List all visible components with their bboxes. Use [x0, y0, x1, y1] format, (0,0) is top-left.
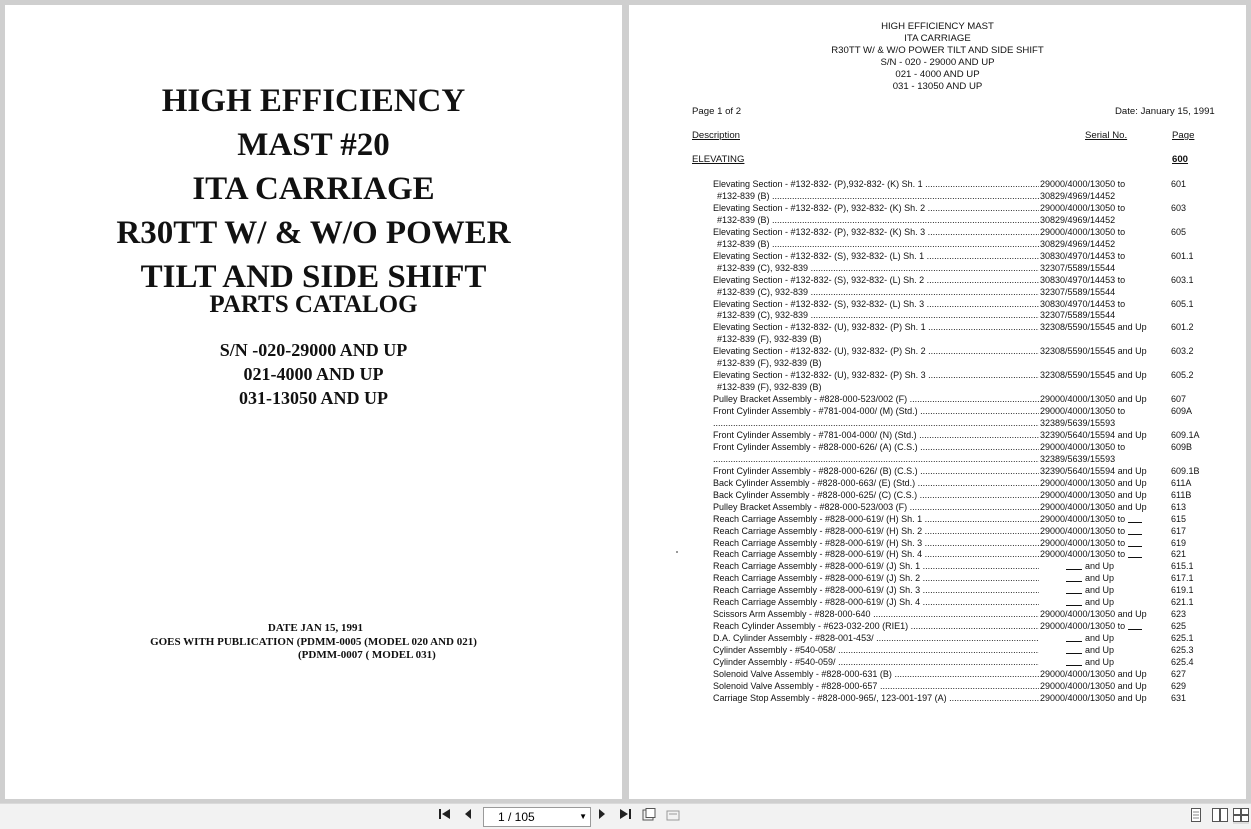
- toc-description: Reach Carriage Assembly - #828-000-619/ (H) Sh. 1 .....: [713, 513, 1039, 525]
- toc-description: #132-839 (F), 932-839 (B): [717, 358, 822, 369]
- toc-row: [713, 596, 1223, 608]
- two-page-view-icon[interactable]: [1211, 808, 1229, 824]
- blank-line: [1128, 525, 1142, 535]
- cover-serial-line: 031-13050 AND UP: [239, 388, 388, 408]
- toc-row: [713, 608, 1223, 620]
- toc-page-number: 601.2: [1171, 322, 1194, 333]
- page-indicator: 1 / 105: [498, 810, 535, 824]
- toc-serial-text: 29000/4000/13050 and Up: [1040, 477, 1147, 488]
- toc-page-number: 609A: [1171, 406, 1193, 417]
- toc-serial-text: 29000/4000/13050 to: [1040, 202, 1126, 213]
- toc-page-number: 605.1: [1171, 298, 1194, 309]
- toc-row: [713, 465, 1223, 477]
- viewer-toolbar: [0, 803, 1251, 829]
- cover-footer-publication-2: (PDMM-0007 ( MODEL 031): [298, 649, 436, 661]
- toc-serial: [1039, 190, 1115, 202]
- index-header-line: R30TT W/ & W/O POWER TILT AND SIDE SHIFT: [831, 45, 1044, 56]
- toc-row: [713, 357, 1223, 369]
- toc-page-number: 603.1: [1171, 274, 1194, 285]
- toc-row: [713, 453, 1223, 465]
- toc-serial: [1039, 393, 1147, 405]
- toc-serial: [1039, 668, 1147, 680]
- toc-page-number: 611A: [1171, 477, 1192, 488]
- toc-serial: [1039, 680, 1147, 692]
- toc-serial-text: 32390/5640/15594 and Up: [1040, 465, 1147, 476]
- toc-serial: [1039, 369, 1147, 381]
- toc-row: [713, 214, 1223, 226]
- toc-page-number: 625.1: [1171, 633, 1194, 644]
- blank-line: [1066, 632, 1082, 642]
- toc-serial: [1039, 345, 1147, 357]
- toc-serial-text: 29000/4000/13050 and Up: [1040, 489, 1147, 500]
- toc-description: #132-839 (C), 932-839 .....: [713, 309, 1043, 321]
- toc-description: Reach Carriage Assembly - #828-000-619/ (J) Sh. 2 .....: [713, 572, 1039, 584]
- cover-footer-date: DATE JAN 15, 1991: [267, 622, 364, 634]
- toc-serial: [1065, 560, 1114, 572]
- cover-title-line: HIGH EFFICIENCY: [161, 83, 466, 119]
- toc-serial: [1065, 596, 1114, 608]
- toc-serial-text: and Up: [1085, 657, 1115, 667]
- toc-description: Front Cylinder Assembly - #781-004-000/ (M) (Std.) .....: [713, 405, 1039, 417]
- fit-width-icon[interactable]: [665, 808, 681, 824]
- index-header-line: S/N - 020 - 29000 AND UP: [880, 57, 995, 68]
- continuous-view-icon[interactable]: [1233, 808, 1249, 824]
- toc-description: Front Cylinder Assembly - #828-000-626/ (B) (C.S.) .....: [713, 465, 1039, 477]
- toc-serial: [1039, 202, 1125, 214]
- toc-serial: [1039, 453, 1115, 465]
- toc-row: [713, 632, 1223, 644]
- toc-description: Elevating Section - #132-832- (P), 932-832- (K) Sh. 3 .....: [713, 226, 1039, 238]
- toc-serial-text: 32307/5589/15544: [1040, 310, 1116, 321]
- toc-serial: [1039, 286, 1115, 298]
- toc-description: Scissors Arm Assembly - #828-000-640 .....: [713, 608, 1039, 620]
- toc-description: Front Cylinder Assembly - #828-000-626/ (A) (C.S.) .....: [713, 441, 1039, 453]
- toc-serial-text: 30829/4969/14452: [1040, 214, 1116, 225]
- toc-serial-text: 32389/5639/15593: [1040, 418, 1116, 428]
- toc-row: [713, 560, 1223, 572]
- toc-row: [713, 572, 1223, 584]
- toc-serial-text: 32307/5589/15544: [1040, 286, 1116, 297]
- cover-title-line: ITA CARRIAGE: [192, 171, 435, 207]
- toc-row: [713, 309, 1223, 321]
- blank-line: [1128, 548, 1142, 558]
- toc-row: [713, 644, 1223, 656]
- toc-description: #132-839 (F), 932-839 (B): [717, 334, 822, 345]
- toc-description: Reach Cylinder Assembly - #623-032-200 (RIE1) .....: [713, 620, 1039, 632]
- blank-line: [1128, 620, 1142, 630]
- toc-page-number: 613: [1171, 501, 1187, 512]
- toc-serial: [1039, 429, 1147, 441]
- toc-page-number: 623: [1171, 609, 1187, 620]
- toc-description: Reach Carriage Assembly - #828-000-619/ (J) Sh. 1 .....: [713, 560, 1039, 572]
- toc-row: [713, 178, 1223, 190]
- toc-serial: [1039, 214, 1115, 226]
- toc-description: Reach Carriage Assembly - #828-000-619/ (H) Sh. 4 .....: [713, 548, 1039, 560]
- toc-serial: [1065, 644, 1114, 656]
- toc-serial-text: 30829/4969/14452: [1040, 238, 1116, 249]
- toc-row: [713, 345, 1223, 357]
- toc-serial: [1065, 632, 1114, 644]
- next-page-icon[interactable]: [595, 808, 609, 824]
- toc-serial-text: 29000/4000/13050 and Up: [1040, 680, 1147, 691]
- page-number-select[interactable]: [483, 807, 591, 827]
- toc-serial-text: 30829/4969/14452: [1040, 190, 1116, 201]
- toc-serial-text: 29000/4000/13050 to: [1040, 621, 1126, 632]
- toc-description: [713, 417, 1039, 429]
- toc-row: [713, 190, 1223, 202]
- toc-row: [713, 202, 1223, 214]
- toc-page-number: 601.1: [1171, 250, 1194, 261]
- toc-page-number: 619.1: [1171, 585, 1194, 596]
- toc-serial-text: 30830/4970/14453 to: [1040, 298, 1126, 309]
- index-header-line: 021 - 4000 AND UP: [895, 69, 980, 80]
- toc-serial-text: 29000/4000/13050 to: [1040, 226, 1126, 237]
- toc-row: [713, 381, 1223, 393]
- toc-serial-text: 29000/4000/13050 to: [1040, 406, 1126, 417]
- toc-description: Elevating Section - #132-832- (P),932-832- (K) Sh. 1 .....: [713, 178, 1039, 190]
- toc-serial: [1039, 226, 1125, 238]
- toc-description: Solenoid Valve Assembly - #828-000-631 (B) .....: [713, 668, 1039, 680]
- toc-serial: [1039, 309, 1115, 321]
- toc-serial-text: and Up: [1085, 573, 1115, 584]
- toc-serial: [1039, 537, 1142, 549]
- cover-page: [5, 5, 622, 799]
- toc-description: Reach Carriage Assembly - #828-000-619/ (J) Sh. 3 .....: [713, 584, 1039, 596]
- toc-page-number: 621: [1171, 549, 1187, 560]
- toc-description: Solenoid Valve Assembly - #828-000-657 .....: [713, 680, 1039, 692]
- toc-serial: [1065, 656, 1114, 668]
- toc-page-number: 627: [1171, 668, 1187, 679]
- toc-serial: [1065, 584, 1114, 596]
- toc-page-number: 605.2: [1171, 370, 1194, 381]
- column-header-page: Page: [1172, 130, 1195, 141]
- toc-page-number: 625.4: [1171, 657, 1194, 667]
- blank-line: [1066, 572, 1082, 582]
- previous-page-icon[interactable]: [461, 808, 475, 824]
- toc-serial: [1039, 608, 1147, 620]
- toc-row: [713, 513, 1223, 525]
- toc-row: [713, 441, 1223, 453]
- toc-row: [713, 298, 1223, 310]
- index-page: [629, 5, 1246, 799]
- toc-description: Elevating Section - #132-832- (P), 932-832- (K) Sh. 2 .....: [713, 202, 1039, 214]
- toc-page-number: 619: [1171, 537, 1187, 548]
- toc-description: Elevating Section - #132-832- (S), 932-832- (L) Sh. 3 .....: [713, 298, 1039, 310]
- toc-serial-text: 29000/4000/13050 and Up: [1040, 692, 1147, 703]
- toc-serial: [1039, 525, 1142, 537]
- toc-row: [713, 656, 1223, 668]
- toc-description: [713, 453, 1039, 465]
- toc-page-number: 611B: [1171, 489, 1192, 500]
- toc-serial: [1039, 489, 1147, 501]
- cover-subtitle: PARTS CATALOG: [209, 291, 418, 318]
- toc-description: #132-839 (C), 932-839 .....: [713, 286, 1043, 298]
- toc-page-number: 617: [1171, 525, 1187, 536]
- toc-page-number: 617.1: [1171, 573, 1194, 584]
- toc-serial-text: and Up: [1085, 645, 1115, 656]
- toc-page-number: 605: [1171, 226, 1187, 237]
- toc-page-number: 625: [1171, 621, 1187, 632]
- toc-serial-text: 29000/4000/13050 to: [1040, 513, 1126, 524]
- blank-line: [1066, 560, 1082, 570]
- chevron-down-icon: ▼: [579, 812, 587, 821]
- blank-line: [1128, 537, 1142, 547]
- toc-serial: [1039, 441, 1125, 453]
- toc-page-number: 603: [1171, 202, 1187, 213]
- toc-serial: [1039, 692, 1147, 704]
- toc-row: [713, 369, 1223, 381]
- toc-page-number: 615.1: [1171, 561, 1194, 572]
- toc-serial: [1039, 178, 1125, 190]
- toc-description: Elevating Section - #132-832- (U), 932-832- (P) Sh. 1 .....: [713, 321, 1039, 333]
- toc-description: Reach Carriage Assembly - #828-000-619/ (H) Sh. 2 .....: [713, 525, 1039, 537]
- toc-serial: [1039, 321, 1147, 333]
- toc-serial-text: 32308/5590/15545 and Up: [1040, 346, 1147, 357]
- toc-description: #132-839 (B) .....: [713, 214, 1043, 226]
- cover-serial-line: 021-4000 AND UP: [243, 364, 384, 384]
- toc-serial: [1039, 417, 1115, 429]
- toc-serial-text: 29000/4000/13050 to: [1040, 537, 1126, 548]
- toc-page-number: 607: [1171, 394, 1187, 405]
- toc-description: Carriage Stop Assembly - #828-000-965/, 123-001-197 (A) .....: [713, 692, 1039, 704]
- toc-row: [713, 525, 1223, 537]
- blank-line: [1066, 656, 1082, 666]
- toc-page-number: 601: [1171, 179, 1187, 189]
- toc-row: [713, 250, 1223, 262]
- toc-row: [713, 501, 1223, 513]
- toc-serial-text: 29000/4000/13050 and Up: [1040, 668, 1147, 679]
- toc-row: [713, 537, 1223, 549]
- blank-line: [1066, 644, 1082, 654]
- toc-serial-text: and Up: [1085, 585, 1115, 596]
- toc-row: [713, 405, 1223, 417]
- toc-serial: [1039, 298, 1125, 310]
- toc-page-number: 603.2: [1171, 346, 1194, 357]
- toc-serial-text: 32389/5639/15593: [1040, 453, 1116, 464]
- toc-row: [713, 477, 1223, 489]
- toc-row: [713, 321, 1223, 333]
- toc-row: [713, 680, 1223, 692]
- toc-description: Reach Carriage Assembly - #828-000-619/ (J) Sh. 4 .....: [713, 596, 1039, 608]
- first-page-icon[interactable]: [437, 808, 453, 824]
- toc-description: Pulley Bracket Assembly - #828-000-523/002 (F) .....: [713, 393, 1039, 405]
- toc-description: Elevating Section - #132-832- (U), 932-832- (P) Sh. 2 .....: [713, 345, 1039, 357]
- toc-row: [713, 393, 1223, 405]
- toc-serial-text: and Up: [1085, 597, 1115, 608]
- toc-row: [713, 620, 1223, 632]
- cover-title-line: R30TT W/ & W/O POWER: [116, 215, 511, 251]
- toc-row: [713, 692, 1223, 704]
- toc-description: Pulley Bracket Assembly - #828-000-523/003 (F) .....: [713, 501, 1039, 513]
- toc-serial: [1039, 405, 1125, 417]
- cover-title-line: MAST #20: [237, 127, 390, 163]
- fit-page-icon[interactable]: [641, 808, 657, 824]
- toc-serial-text: 29000/4000/13050 and Up: [1040, 394, 1147, 405]
- single-page-view-icon[interactable]: [1189, 808, 1203, 824]
- toc-page-number: 631: [1171, 692, 1187, 703]
- toc-row: [713, 226, 1223, 238]
- toc-row: [713, 417, 1223, 429]
- toc-page-number: 625.3: [1171, 645, 1194, 656]
- blank-line: [1128, 513, 1142, 523]
- blank-line: [1066, 584, 1082, 594]
- toc-description: #132-839 (F), 932-839 (B): [717, 382, 822, 393]
- cover-serials: [5, 338, 622, 410]
- last-page-icon[interactable]: [617, 808, 633, 824]
- toc-row: [713, 548, 1223, 560]
- toc-description: D.A. Cylinder Assembly - #828-001-453/ .....: [713, 632, 1039, 644]
- toc-description: #132-839 (C), 932-839 .....: [713, 262, 1043, 274]
- toc-description: Elevating Section - #132-832- (S), 932-832- (L) Sh. 1 .....: [713, 250, 1039, 262]
- section-heading: ELEVATING: [692, 154, 745, 165]
- toc-serial-text: 32307/5589/15544: [1040, 262, 1116, 273]
- toc-description: Front Cylinder Assembly - #781-004-000/ (N) (Std.) .....: [713, 429, 1039, 441]
- toc-serial-text: 29000/4000/13050 and Up: [1040, 501, 1147, 512]
- toc-serial-text: and Up: [1085, 633, 1115, 644]
- cover-footer-publication: GOES WITH PUBLICATION (PDMM-0005 (MODEL 020 AND 021): [150, 635, 477, 648]
- toc-serial-text: 29000/4000/13050 and Up: [1040, 609, 1147, 620]
- toc-page-number: 629: [1171, 680, 1187, 691]
- toc-serial: [1065, 572, 1114, 584]
- toc-page-number: 621.1: [1171, 597, 1194, 608]
- toc-serial: [1039, 262, 1115, 274]
- toc-page-number: 609.1A: [1171, 429, 1200, 440]
- index-header-line: ITA CARRIAGE: [904, 33, 971, 44]
- page-count-label: Page 1 of 2: [692, 106, 742, 117]
- toc-description: Elevating Section - #132-832- (S), 932-832- (L) Sh. 2 .....: [713, 274, 1039, 286]
- date-label: Date: January 15, 1991: [1115, 106, 1215, 117]
- toc-row: [713, 333, 1223, 345]
- toc-serial: [1039, 274, 1125, 286]
- toc-serial: [1039, 548, 1142, 560]
- stray-mark: [676, 551, 678, 553]
- column-header-description: Description: [692, 130, 740, 141]
- toc-description: Back Cylinder Assembly - #828-000-663/ (E) (Std.) .....: [713, 477, 1039, 489]
- toc-description: Elevating Section - #132-832- (U), 932-832- (P) Sh. 3 .....: [713, 369, 1039, 381]
- index-header-line: HIGH EFFICIENCY MAST: [881, 21, 994, 32]
- toc-row: [713, 238, 1223, 250]
- index-header-line: 031 - 13050 AND UP: [892, 81, 983, 92]
- toc-row: [713, 429, 1223, 441]
- toc-serial-text: 29000/4000/13050 to: [1040, 441, 1126, 452]
- toc-serial: [1039, 620, 1142, 632]
- toc-serial: [1039, 238, 1115, 250]
- toc-row: [713, 668, 1223, 680]
- toc-serial-text: 29000/4000/13050 to: [1040, 549, 1126, 560]
- toc-serial-text: 30830/4970/14453 to: [1040, 274, 1126, 285]
- toc-row: [713, 286, 1223, 298]
- toc-serial: [1039, 501, 1147, 513]
- toc-description: Reach Carriage Assembly - #828-000-619/ (H) Sh. 3 .....: [713, 537, 1039, 549]
- toc-row: [713, 489, 1223, 501]
- index-header: [629, 21, 1246, 93]
- section-page: 600: [1172, 154, 1189, 165]
- toc-row: [713, 274, 1223, 286]
- toc-serial-text: 30830/4970/14453 to: [1040, 250, 1126, 261]
- toc-page-number: 609B: [1171, 441, 1193, 452]
- toc-row: [713, 262, 1223, 274]
- toc-description: #132-839 (B) .....: [713, 238, 1043, 250]
- toc-row: [713, 584, 1223, 596]
- cover-serial-line: S/N -020-29000 AND UP: [219, 340, 408, 360]
- toc-serial-text: 32308/5590/15545 and Up: [1040, 370, 1147, 381]
- toc-serial-text: and Up: [1085, 561, 1115, 572]
- column-header-serial: Serial No.: [1085, 130, 1128, 141]
- toc-serial: [1039, 513, 1142, 525]
- toc-page-number: 615: [1171, 513, 1187, 524]
- toc-page-number: 609.1B: [1171, 465, 1200, 476]
- toc-serial: [1039, 465, 1147, 477]
- toc-description: Back Cylinder Assembly - #828-000-625/ (C) (C.S.) .....: [713, 489, 1039, 501]
- toc-description: Cylinder Assembly - #540-059/ .....: [713, 656, 1039, 668]
- toc-serial-text: 29000/4000/13050 to: [1040, 179, 1126, 189]
- toc-serial-text: 29000/4000/13050 to: [1040, 525, 1126, 536]
- blank-line: [1066, 596, 1082, 606]
- cover-title: [5, 79, 622, 299]
- toc-description: #132-839 (B) .....: [713, 190, 1043, 202]
- cover-footer: [5, 622, 622, 663]
- toc-serial: [1039, 477, 1147, 489]
- toc-serial-text: 32390/5640/15594 and Up: [1040, 429, 1147, 440]
- toc-serial-text: 32308/5590/15545 and Up: [1040, 322, 1147, 333]
- toc-serial: [1039, 250, 1125, 262]
- toc-description: Cylinder Assembly - #540-058/ .....: [713, 644, 1039, 656]
- cover-title-line: TILT AND SIDE SHIFT: [140, 259, 487, 295]
